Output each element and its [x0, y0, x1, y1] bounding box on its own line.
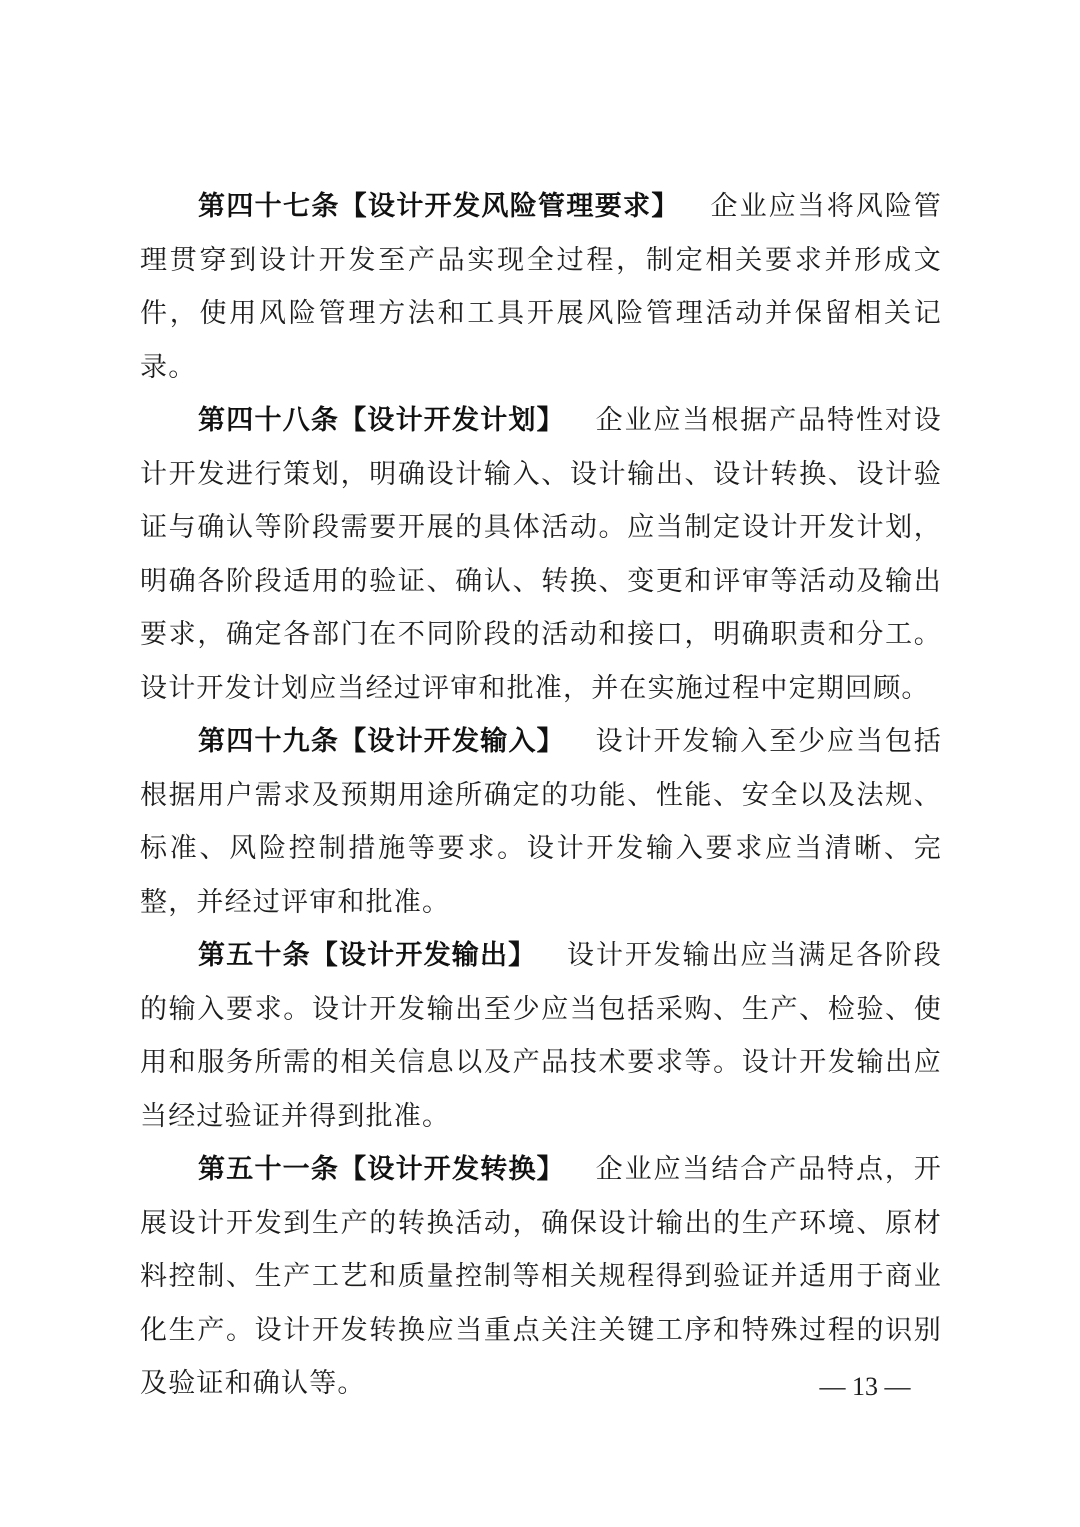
document-body	[140, 180, 942, 1411]
article-48	[140, 394, 942, 715]
article-heading: 第四十八条【设计开发计划】	[198, 405, 565, 436]
article-text: 设计开发输出应当满足各阶段的输入要求。设计开发输出至少应当包括采购、生产、检验、使用和服务所需的相关信息以及产品技术要求等。设计开发输出应当经过验证并得到批准。	[140, 940, 943, 1132]
article-heading: 第四十七条【设计开发风险管理要求】	[198, 191, 680, 222]
article-heading: 第五十一条【设计开发转换】	[198, 1154, 565, 1185]
article-text: 企业应当结合产品特点，开展设计开发到生产的转换活动，确保设计输出的生产环境、原材料控制、生产工艺和质量控制等相关规程得到验证并适用于商业化生产。设计开发转换应当重点关注关键工序和特殊过程的识别及验证和确认等。	[140, 1154, 943, 1399]
article-51	[140, 1143, 942, 1411]
article-text: 企业应当根据产品特性对设计开发进行策划，明确设计输入、设计输出、设计转换、设计验证与确认等阶段需要开展的具体活动。应当制定设计开发计划，明确各阶段适用的验证、确认、转换、变更和评审等活动及输出要求，确定各部门在不同阶段的活动和接口，明确职责和分工。设计开发计划应当经过评审和批准，并在实施过程中定期回顾。	[140, 405, 943, 704]
page-number: — 13 —	[819, 1372, 911, 1401]
article-heading: 第四十九条【设计开发输入】	[198, 726, 565, 757]
article-heading: 第五十条【设计开发输出】	[198, 940, 537, 971]
article-text: 企业应当将风险管理贯穿到设计开发至产品实现全过程，制定相关要求并形成文件，使用风险管理方法和工具开展风险管理活动并保留相关记录。	[140, 191, 943, 383]
article-text: 设计开发输入至少应当包括根据用户需求及预期用途所确定的功能、性能、安全以及法规、标准、风险控制措施等要求。设计开发输入要求应当清晰、完整，并经过评审和批准。	[140, 726, 943, 918]
article-47	[140, 180, 942, 394]
article-49	[140, 715, 942, 929]
article-50	[140, 929, 942, 1143]
